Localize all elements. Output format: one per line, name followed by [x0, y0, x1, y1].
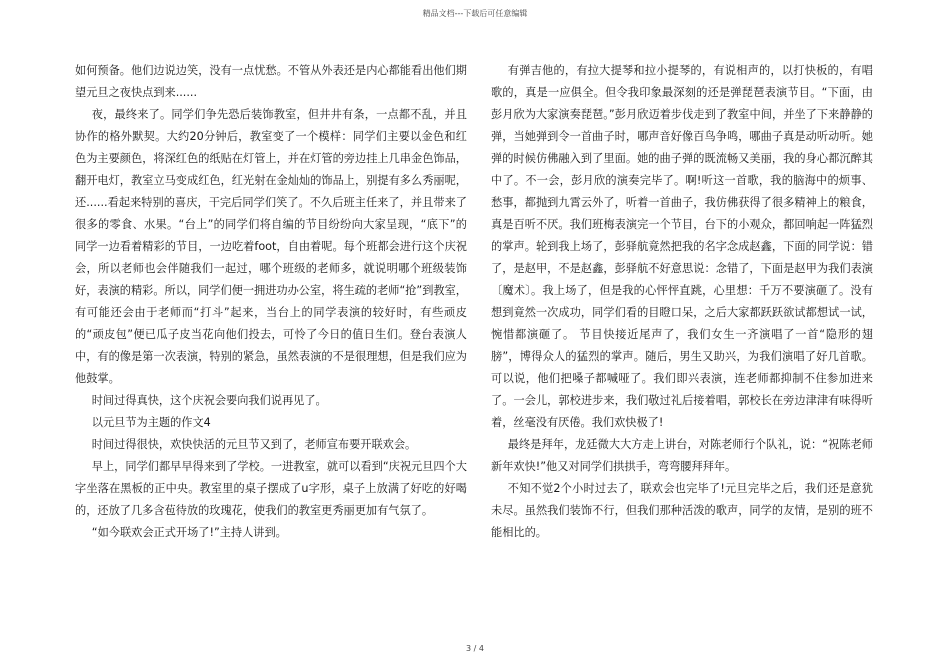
paragraph: 时间过得真快，这个庆祝会要向我们说再见了。 [91, 394, 327, 407]
page-number: 3 / 4 [466, 644, 484, 653]
paragraph: 时间过得很快，欢快快活的元旦节又到了，老师宣布要开联欢会。 [91, 438, 417, 451]
paragraph: 夜，最终来了。同学们争先恐后装饰教室，但井井有条，一点都不乱，并且协作的格外默契。大约20分钟后，教室变了一个模样：同学们主要以金色和红色为主要颜色，将深红色的纸贴在灯管上，并在灯管的旁边挂上几串金色饰品，翻开电灯，教室立马变成红色，红光射在金灿灿的饰品上，别提有多么秀丽呢，还......看起来特别的喜庆，干完后同学们笑了。不久后班主任来了，并且带来了很多的零食、水果。“台上”的同学们将自编的节目纷纷向大家呈现，“底下”的同学一边看着精彩的节目，一边吃着foot，自由着呢。每个班都会进行这个庆祝会，所以老师也会伴随我们一起过，哪个班级的老师多，就说明哪个班级装饰好，表演的精彩。所以，同学们便一拥进功办公室，将生疏的老师“抢”到教室，有可能还会由于老师而“打斗”起来，当台上的同学表演的较好时，有些顽皮的“顽皮包”便已瓜子皮当花向他们投去，可怜了今日的值日生们。登台表演人中，有的像是第一次表演，特别的紧急，虽然表演的不是很理想，但是我们应为他鼓掌。 [75, 108, 467, 385]
left-column [75, 60, 467, 544]
page-header: 精品文档---下载后可任意编辑 [422, 9, 528, 18]
paragraph: 最终是拜年，龙廷微大大方走上讲台，对陈老师行个队礼，说：“祝陈老师新年欢快!”他又对同学们拱拱手，弯弯腰拜拜年。 [491, 438, 873, 473]
paragraph: 不知不觉2个小时过去了，联欢会也完毕了!元旦完毕之后，我们还是意犹未尽。虽然我们装饰不行，但我们那种活泼的歌声，同学的友情，是别的班不能相比的。 [491, 482, 873, 539]
paragraph: “如今联欢会正式开场了!”主持人讲到。 [91, 526, 287, 539]
paragraph: 早上，同学们都早早得来到了学校。一进教室，就可以看到“庆祝元旦四个大字坐落在黑板的正中央。教室里的桌子摆成了u字形，桌子上放满了好吃的好喝的，还放了几多含苞待放的玫瑰花，使我们的教室更秀丽更加有气氛了。 [75, 460, 467, 517]
paragraph: 如何预备。他们边说边笑，没有一点忧愁。不管从外表还是内心都能看出他们期望元旦之夜快点到来...... [75, 64, 467, 99]
paragraph: 有弹吉他的，有拉大提琴和拉小提琴的，有说相声的，以打快板的，有唱歌的，真是一应俱全。但令我印象最深刻的还是弹琵琶表演节目。“下面，由彭月欣为大家演奏琵琶。”彭月欣迈着步伐走到了教室中间，并坐了下来静静的弹，当她弹到令一首曲子时，哪声音好像百鸟争鸣，哪曲子真是动听动听。她弹的时候仿佛融入到了里面。她的曲子弹的既流畅又美丽，我的身心都沉醉其中了。不一会，彭月欣的演奏完毕了。啊!听这一首歌，我的脑海中的烦事、愁事，都抛到九霄云外了，听着一首曲子，我仿佛获得了很多精神上的粮食，真是百听不厌。我们班梅表演完一个节目，台下的小观众，都回响起一阵猛烈的掌声。轮到我上场了，彭驿航竟然把我的名字念成赵鑫，下面的同学说：错了，是赵甲，不是赵鑫，彭驿航不好意思说：念错了，下面是赵甲为我们表演〔魔术〕。我上场了，但是我的心怦怦直跳，心里想：千万不要演砸了。没有想到竟然一次成功，同学们看的目瞪口呆，之后大家都跃跃欲试都想试一试，惋惜都演砸了。 节目快接近尾声了，我们女生一齐演唱了一首“隐形的翅膀”，博得众人的猛烈的掌声。随后，男生又助兴，为我们演唱了好几首歌。可以说，他们把嗓子都喊哑了。我们即兴表演，连老师都抑制不住参加进来了。一会儿，郭校进步来，我们敬过礼后接着唱，郭校长在旁边津津有味得听着，丝毫没有厌倦。我们欢快极了! [491, 64, 873, 429]
right-column [491, 60, 873, 544]
section-heading: 以元旦节为主题的作文4 [91, 416, 211, 429]
